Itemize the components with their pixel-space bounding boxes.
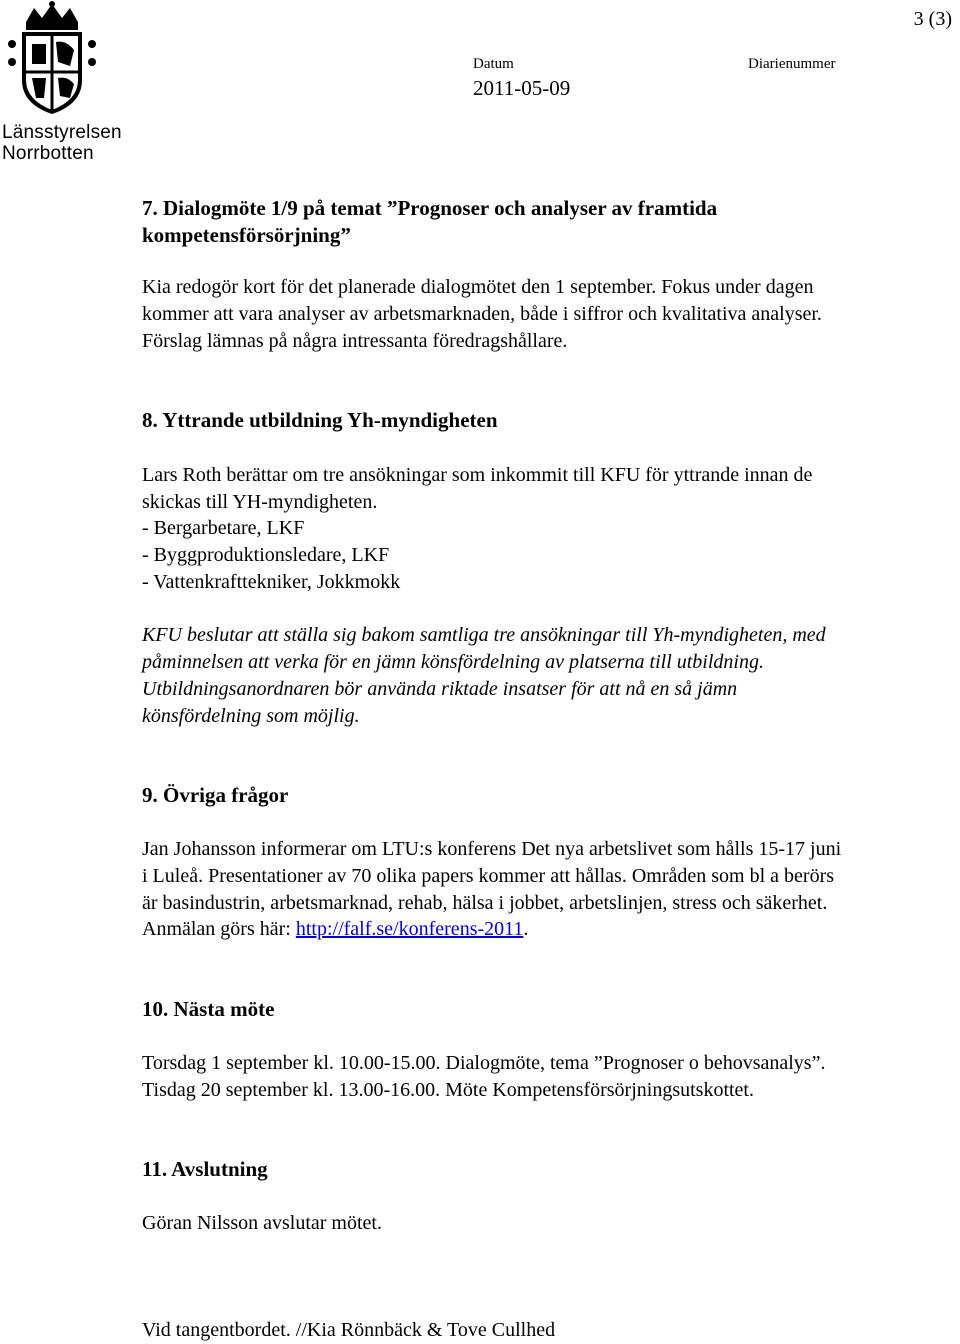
section-8-decision: påminnelsen att verka för en jämn könsfördelning av platserna till utbildning.: [142, 651, 764, 673]
section-7-heading: 7. Dialogmöte 1/9 på temat ”Prognoser och analyser av framtida: [142, 196, 718, 220]
section-8-decision: Utbildningsanordnaren bör använda riktade insatser för att nå en så jämn: [142, 678, 738, 700]
section-9-text: är basindustrin, arbetsmarknad, rehab, hälsa i jobbet, arbetslinjen, stress och säkerhet.: [142, 892, 828, 914]
page-number: 3 (3): [913, 8, 952, 30]
diary-number-label: Diarienummer: [748, 56, 836, 72]
minutes-signature: Vid tangentbordet. //Kia Rönnbäck & Tove Cullhed: [142, 1319, 556, 1341]
section-8-list-item: - Byggproduktionsledare, LKF: [142, 544, 390, 566]
section-8-list-item: - Bergarbetare, LKF: [142, 517, 305, 539]
section-8-text: skickas till YH-myndigheten.: [142, 491, 378, 513]
section-8-decision: KFU beslutar att ställa sig bakom samtliga tre ansökningar till Yh-myndigheten, med: [142, 624, 826, 646]
section-9-text: i Luleå. Presentationer av 70 olika papers kommer att hållas. Områden som bl a berörs: [142, 865, 835, 887]
section-7-heading-cont: kompetensförsörjning”: [142, 223, 351, 247]
section-9-text: Jan Johansson informerar om LTU:s konferens Det nya arbetslivet som hålls 15-17 juni: [142, 838, 842, 860]
section-9-heading: 9. Övriga frågor: [142, 783, 289, 807]
section-8-text: Lars Roth berättar om tre ansökningar som inkommit till KFU för yttrande innan de: [142, 464, 813, 486]
section-7-text: Kia redogör kort för det planerade dialogmötet den 1 september. Fokus under dagen: [142, 276, 814, 298]
section-8-heading: 8. Yttrande utbildning Yh-myndigheten: [142, 408, 498, 432]
organization-name: Länsstyrelsen: [2, 122, 122, 143]
section-11-text: Göran Nilsson avslutar mötet.: [142, 1212, 382, 1234]
section-10-heading: 10. Nästa möte: [142, 997, 275, 1021]
coat-of-arms-icon: [0, 0, 120, 120]
section-8-list-item: - Vattenkrafttekniker, Jokkmokk: [142, 571, 401, 593]
date-value: 2011-05-09: [473, 76, 571, 100]
organization-region: Norrbotten: [2, 143, 94, 164]
date-label: Datum: [473, 56, 514, 72]
section-10-text: Tisdag 20 september kl. 13.00-16.00. Möte Kompetensförsörjningsutskottet.: [142, 1079, 754, 1101]
section-11-heading: 11. Avslutning: [142, 1157, 268, 1181]
conference-link[interactable]: http://falf.se/konferens-2011: [295, 918, 524, 940]
section-9-signup-line: [142, 916, 528, 943]
section-7-text: kommer att vara analyser av arbetsmarknaden, både i siffror och kvalitativa analyser.: [142, 303, 822, 325]
section-10-text: Torsdag 1 september kl. 10.00-15.00. Dialogmöte, tema ”Prognoser o behovsanalys”.: [142, 1052, 826, 1074]
section-8-decision: könsfördelning som möjlig.: [142, 705, 360, 727]
county-coat-of-arms-logo: [0, 0, 120, 170]
signup-prefix: Anmälan görs här:: [142, 918, 296, 940]
section-7-text: Förslag lämnas på några intressanta föredragshållare.: [142, 330, 568, 352]
signup-suffix: .: [523, 918, 529, 940]
